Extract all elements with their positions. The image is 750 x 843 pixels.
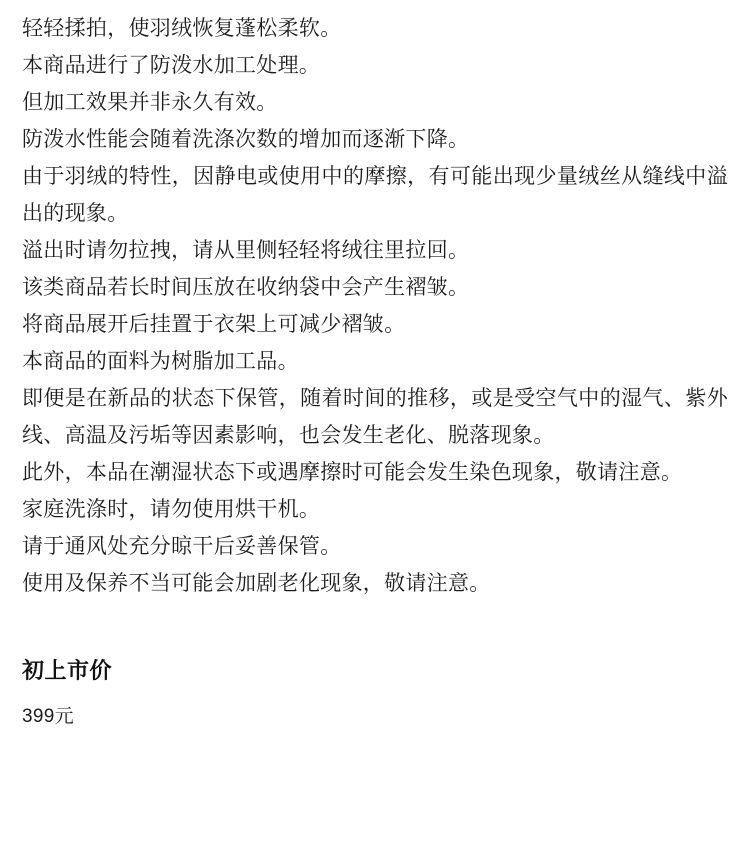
care-instruction-line: 本商品进行了防泼水加工处理。 bbox=[22, 54, 321, 77]
care-instruction-line: 该类商品若长时间压放在收纳袋中会产生褶皱。 bbox=[22, 276, 470, 299]
care-instruction-line: 由于羽绒的特性，因静电或使用中的摩擦，有可能出现少量绒丝从缝线中溢出的现象。 bbox=[22, 165, 728, 225]
care-instruction-line: 防泼水性能会随着洗涤次数的增加而逐渐下降。 bbox=[22, 128, 470, 151]
care-instruction-line: 使用及保养不当可能会加剧老化现象，敬请注意。 bbox=[22, 572, 491, 595]
care-instructions-block bbox=[22, 10, 728, 602]
price-value: 399元 bbox=[22, 706, 74, 727]
price-heading: 初上市价 bbox=[22, 658, 113, 683]
care-instruction-line: 此外，本品在潮湿状态下或遇摩擦时可能会发生染色现象，敬请注意。 bbox=[22, 461, 683, 484]
care-instruction-line: 本商品的面料为树脂加工品。 bbox=[22, 350, 299, 373]
care-instruction-line: 但加工效果并非永久有效。 bbox=[22, 91, 278, 114]
care-instruction-line: 轻轻揉拍，使羽绒恢复蓬松柔软。 bbox=[22, 17, 342, 40]
care-instruction-line: 将商品展开后挂置于衣架上可减少褶皱。 bbox=[22, 313, 406, 336]
section-spacer bbox=[22, 602, 728, 654]
care-instruction-line: 家庭洗涤时，请勿使用烘干机。 bbox=[22, 498, 321, 521]
care-instruction-line: 请于通风处充分晾干后妥善保管。 bbox=[22, 535, 342, 558]
care-instruction-line: 溢出时请勿拉拽，请从里侧轻轻将绒往里拉回。 bbox=[22, 239, 470, 262]
price-section bbox=[22, 654, 728, 732]
care-instruction-line: 即便是在新品的状态下保管，随着时间的推移，或是受空气中的湿气、紫外线、高温及污垢等因素影响，也会发生老化、脱落现象。 bbox=[22, 387, 728, 447]
